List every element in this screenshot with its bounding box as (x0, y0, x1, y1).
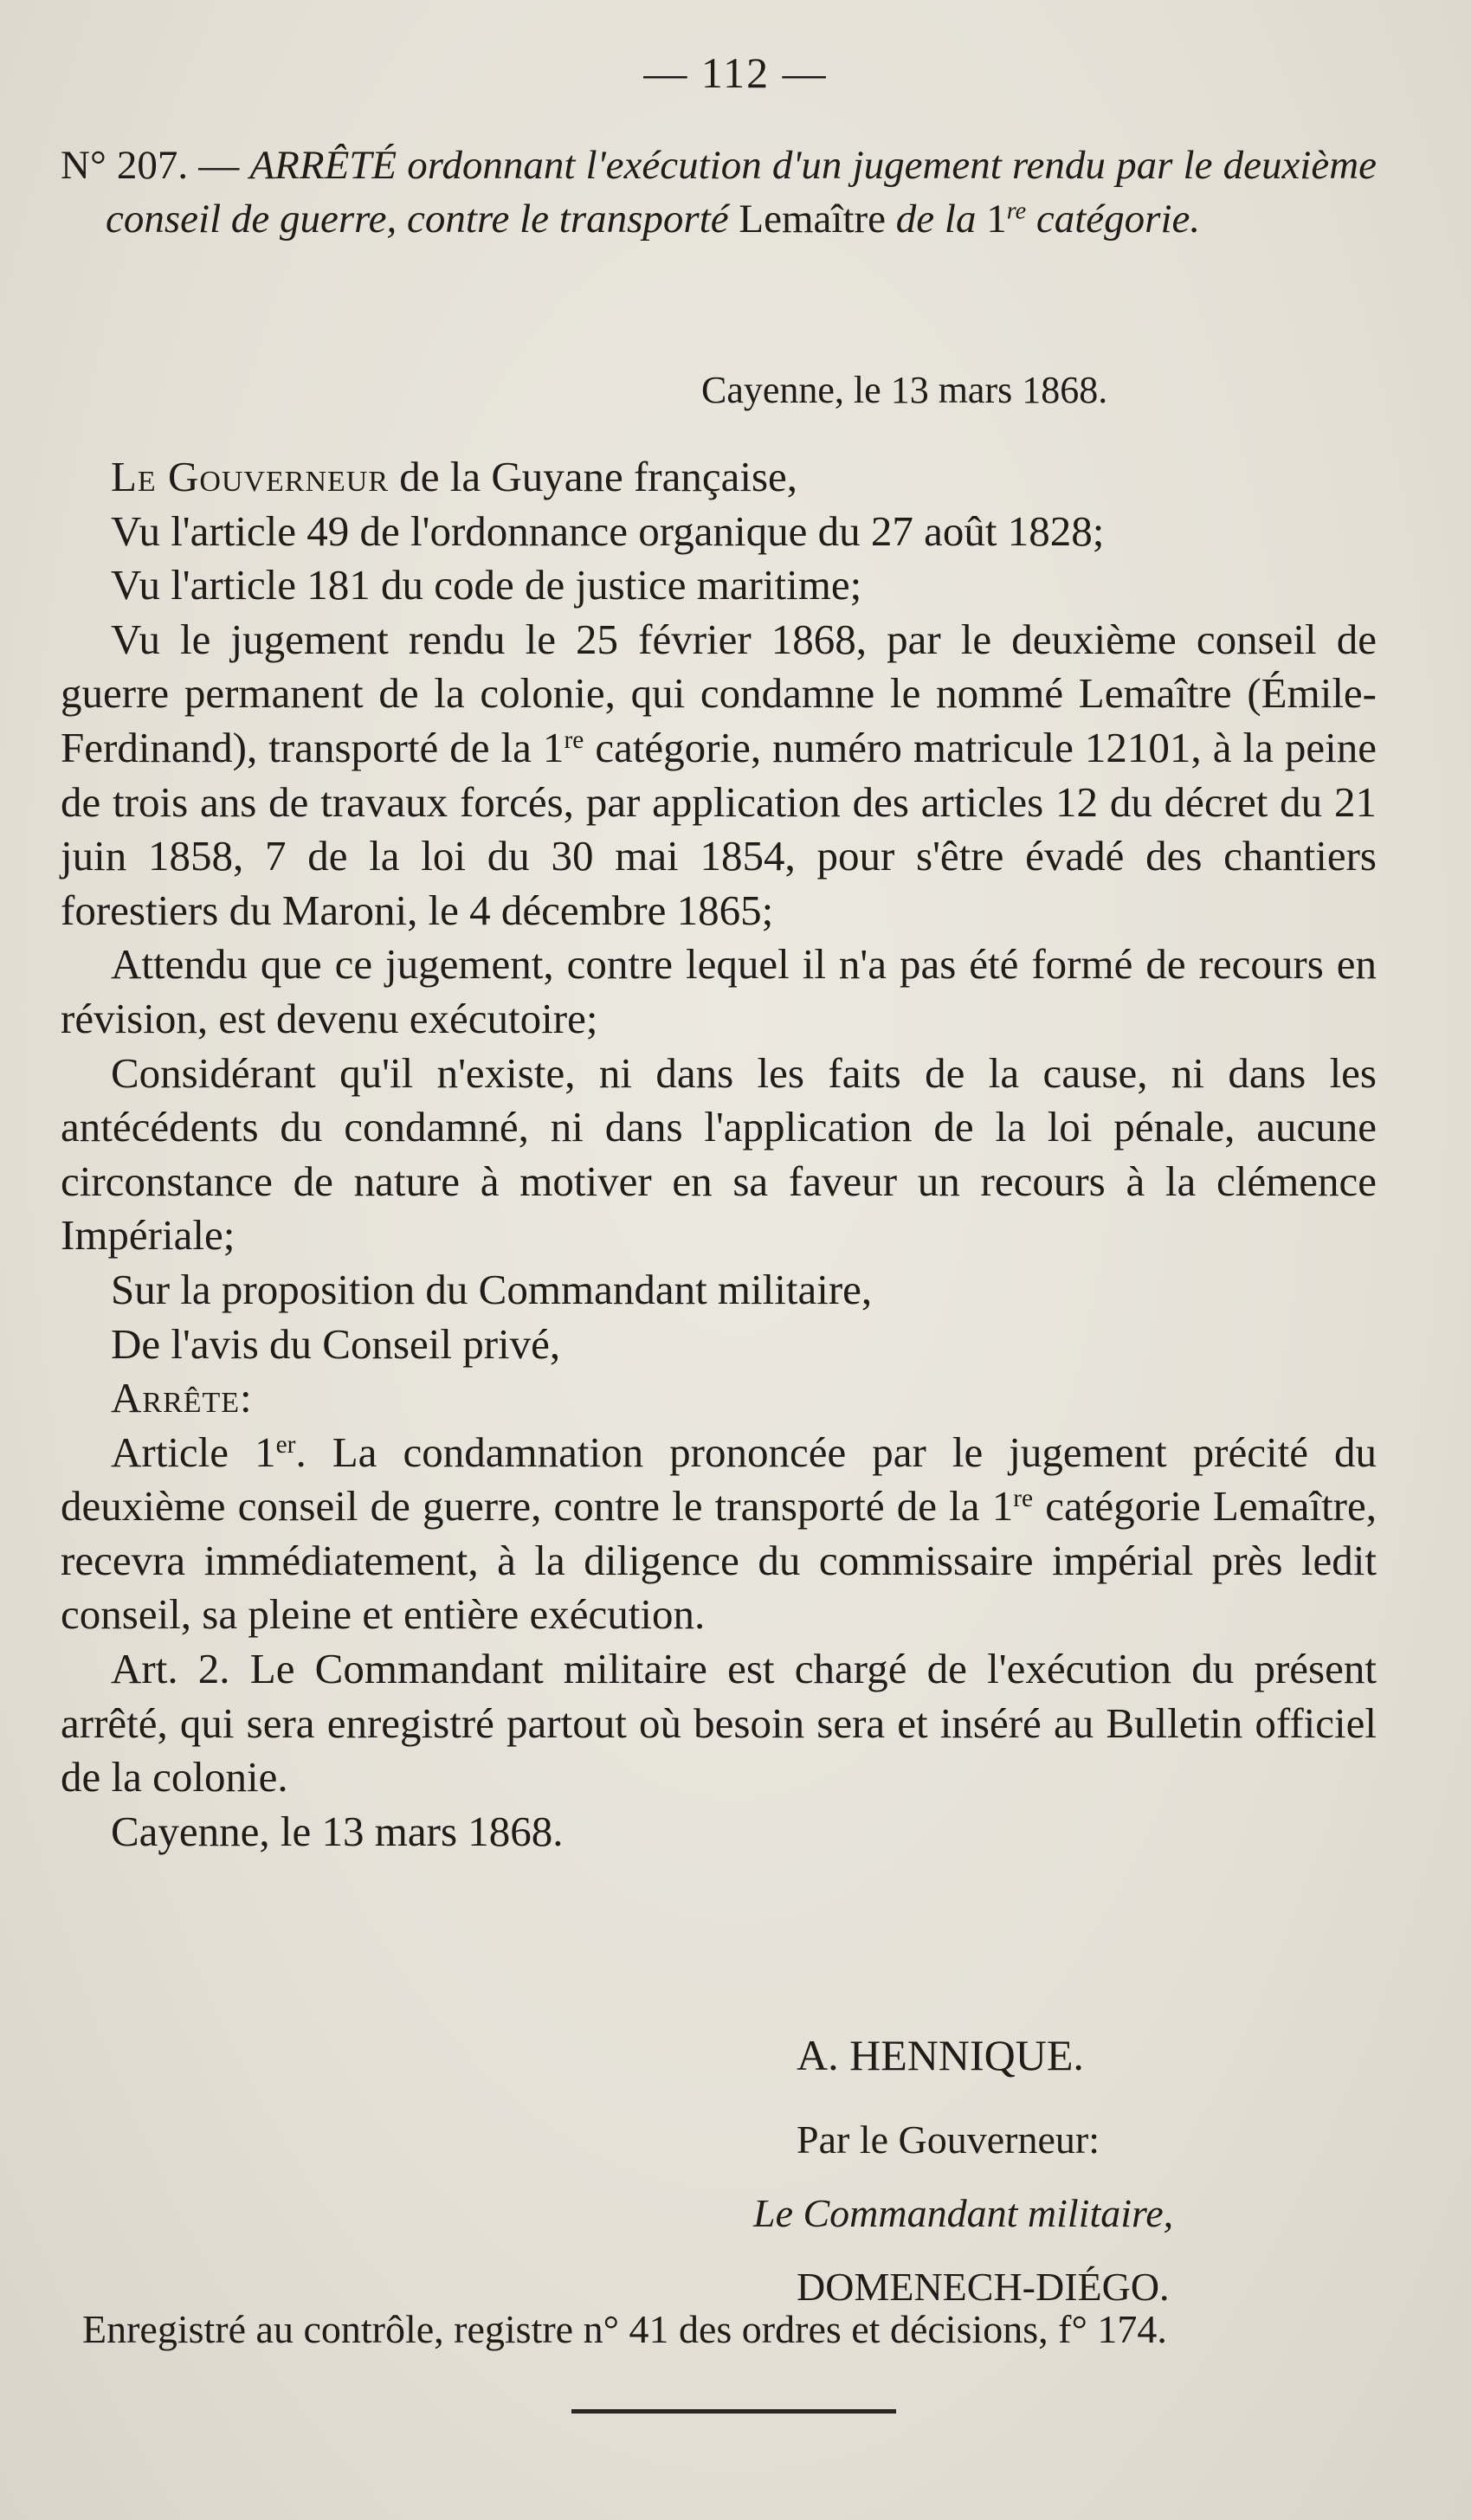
heading-number: N° 207. (61, 143, 189, 188)
heading-name: Lemaître (739, 197, 887, 242)
vu3-part-b: catégorie, numéro matricule 12101, à la peine de trois ans de travaux forcés, par application des articles 12 du décret du 21 juin 1858, 7 de la loi du 30 mai 1854, pour s'être évadé des chantiers forestiers du Maroni, le 4 décembre 1865; (61, 723, 1377, 934)
art1-sup: er (275, 1430, 296, 1459)
signature-commandant: Le Commandant militaire, (753, 2191, 1174, 2235)
signature-domenech: DOMENECH-DIÉGO. (797, 2265, 1170, 2309)
paragraph-sur: Sur la proposition du Commandant militaire, (111, 1265, 873, 1313)
registre-note: Enregistré au contrôle, registre n° 41 des ordres et décisions, f° 174. (82, 2307, 1167, 2351)
vu3-part-a: Vu le jugement rendu le 25 février 1868, par le deuxième conseil de guerre permanent de la colonie, qui condamne le nommé Lemaître (Émile-Ferdinand), transporté de la 1 (61, 615, 1377, 771)
paragraph-article-2: Art. 2. Le Commandant militaire est chargé de l'exécution du présent arrêté, qui sera enregistré partout où besoin sera et inséré au Bulletin officiel de la colonie. (61, 1645, 1377, 1801)
paragraph-arrete (61, 1371, 1377, 1426)
paragraph-vu-3 (61, 613, 1377, 938)
paragraph-closing-date: Cayenne, le 13 mars 1868. (111, 1807, 564, 1855)
arrete-smallcaps: Arrête: (111, 1374, 253, 1422)
document-body (61, 450, 1377, 1859)
page-number: — 112 — (643, 48, 828, 97)
signature-hennique: A. HENNIQUE. (797, 2031, 1084, 2079)
paragraph-vu-2: Vu l'article 181 du code de justice maritime; (111, 561, 862, 609)
heading-category-end: catégorie. (1036, 197, 1201, 242)
heading-text (61, 139, 1377, 246)
paragraph-avis: De l'avis du Conseil privé, (111, 1319, 561, 1368)
heading-line1: ordonnant l'exécution d'un jugement (407, 143, 1002, 188)
document-heading (61, 139, 1377, 246)
art1-part-b: . La condamnation prononcée par le jugement précité du deuxième conseil de guerre, contre le transporté de la 1 (61, 1428, 1377, 1531)
paragraph-attendu: Attendu que ce jugement, contre lequel il n'a pas été formé de recours en révision, est devenu exécutoire; (61, 940, 1377, 1042)
paragraph-considerant: Considérant qu'il n'existe, ni dans les faits de la cause, ni dans les antécédents du condamné, ni dans l'application de la loi pénale, aucune circonstance de nature à motiver en sa faveur un recours à la clémence Impériale; (61, 1048, 1377, 1260)
heading-category-sup: re (1006, 197, 1027, 225)
signature-par-le-gouverneur: Par le Gouverneur: (797, 2117, 1100, 2162)
dateline: Cayenne, le 13 mars 1868. (701, 369, 1108, 411)
gouverneur-rest: de la Guyane française, (399, 453, 798, 500)
paragraph-vu-1: Vu l'article 49 de l'ordonnance organique du 27 août 1828; (111, 506, 1105, 555)
heading-line2: rendu par le deuxième conseil de guerre, contre le transporté (106, 143, 1377, 242)
heading-arrete: ARRÊTÉ (249, 143, 397, 188)
gouverneur-smallcaps: Le Gouverneur (111, 453, 389, 500)
paragraph-gouverneur (61, 450, 1377, 505)
heading-de-la: de la (895, 197, 977, 242)
art1-sup-2: re (1013, 1485, 1034, 1513)
closing-rule (571, 2409, 896, 2414)
paragraph-article-1 (61, 1426, 1377, 1642)
heading-dash: — (198, 143, 240, 188)
art1-part-a: Article 1 (111, 1428, 276, 1476)
art1-part-c: catégorie Lemaître, recevra immédiatement, à la diligence du commissaire impérial près ledit conseil, sa pleine et entière exécution. (61, 1482, 1377, 1639)
heading-category-number: 1 (986, 197, 1007, 242)
vu3-sup: re (564, 725, 584, 754)
